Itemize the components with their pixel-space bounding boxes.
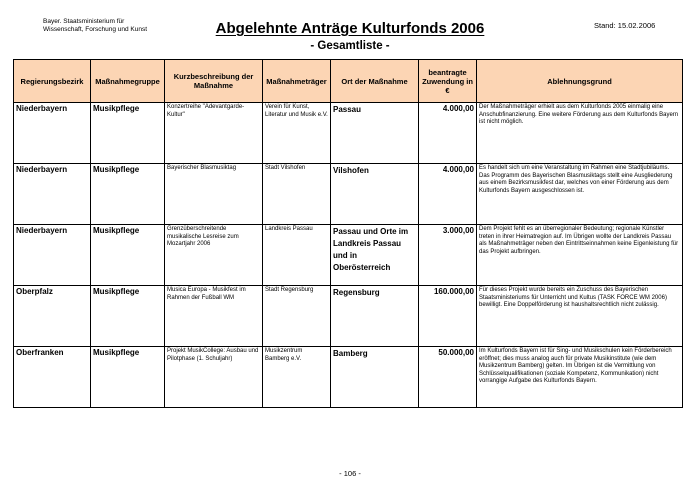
- table-row: [14, 103, 683, 164]
- cell-ort: Regensburg: [331, 286, 419, 347]
- cell-grund: Für dieses Projekt wurde bereits ein Zuschuss des Bayerischen Staatsministeriums für Unterricht und Kultus (TASK FORCE WM 2006) bewilligt. Eine Doppelförderung ist haushaltsrechtlich nicht zulässig.: [477, 286, 683, 347]
- table-row: [14, 347, 683, 408]
- cell-beschreibung: Projekt MusikCollege: Ausbau und Pilotphase (1. Schuljahr): [165, 347, 263, 408]
- cell-gruppe: Musikpflege: [91, 225, 165, 286]
- page-title: Abgelehnte Anträge Kulturfonds 2006: [215, 20, 485, 37]
- cell-ort: Vilshofen: [331, 164, 419, 225]
- cell-grund: Es handelt sich um eine Veranstaltung im Rahmen eine Stadtjubiläums. Das Programm des Bayerischen Blasmusiktags stellt eine Ausgliederung aus einem Bezirksmusikfest dar, welches von einer Förderung aus dem Kulturfonds Bayern ausgeschlossen ist.: [477, 164, 683, 225]
- cell-bezirk: Oberpfalz: [14, 286, 91, 347]
- column-header-bezirk: Regierungsbezirk: [14, 60, 91, 103]
- cell-zuwendung: 4.000,00: [419, 103, 477, 164]
- cell-grund: Der Maßnahmeträger erhielt aus dem Kulturfonds 2005 einmalig eine Anschubfinanzierung. Eine weitere Förderung aus dem Kulturfonds Bayern ist nicht möglich.: [477, 103, 683, 164]
- cell-beschreibung: Bayerischer Blasmusiktag: [165, 164, 263, 225]
- rejected-applications-table: [13, 59, 683, 408]
- column-header-ort: Ort der Maßnahme: [331, 60, 419, 103]
- cell-grund: Im Kulturfonds Bayern ist für Sing- und Musikschulen kein Förderbereich eröffnet; dies muss analog auch für private Musikinstitute (wie dem Musikzentrum Bamberg) gelten. Im Übrigen ist die Vermittlung von Schlüsselqualifikationen (soziale Kompetenz, Kommunikation) nicht vorrangige Aufgabe des Kulturfonds Bayern.: [477, 347, 683, 408]
- cell-ort: Passau: [331, 103, 419, 164]
- cell-zuwendung: 160.000,00: [419, 286, 477, 347]
- ministry-line-2: Wissenschaft, Forschung und Kunst: [43, 26, 148, 33]
- ministry-line-1: Bayer. Staatsministerium für: [43, 18, 125, 25]
- column-header-zuwendung: beantragte Zuwendung in €: [419, 60, 477, 103]
- table-row: [14, 286, 683, 347]
- cell-traeger: Stadt Regensburg: [263, 286, 331, 347]
- cell-beschreibung: Musica Europa - Musikfest im Rahmen der Fußball WM: [165, 286, 263, 347]
- cell-traeger: Landkreis Passau: [263, 225, 331, 286]
- cell-beschreibung: Grenzüberschreitende musikalische Lesreise zum Mozartjahr 2006: [165, 225, 263, 286]
- cell-ort: Bamberg: [331, 347, 419, 408]
- column-header-grund: Ablehnungsgrund: [477, 60, 683, 103]
- table-header-row: [14, 60, 683, 103]
- cell-gruppe: Musikpflege: [91, 286, 165, 347]
- cell-zuwendung: 50.000,00: [419, 347, 477, 408]
- column-header-beschreibung: Kurzbeschreibung der Maßnahme: [165, 60, 263, 103]
- cell-traeger: Musikzentrum Bamberg e.V.: [263, 347, 331, 408]
- cell-traeger: Stadt Vilshofen: [263, 164, 331, 225]
- cell-gruppe: Musikpflege: [91, 103, 165, 164]
- column-header-gruppe: Maßnahmegruppe: [91, 60, 165, 103]
- cell-ort: Passau und Orte im Landkreis Passau und in Oberösterreich: [331, 225, 419, 286]
- page-number: - 106 -: [339, 469, 361, 478]
- cell-zuwendung: 3.000,00: [419, 225, 477, 286]
- page-subtitle: - Gesamtliste -: [310, 40, 390, 52]
- cell-gruppe: Musikpflege: [91, 164, 165, 225]
- cell-gruppe: Musikpflege: [91, 347, 165, 408]
- table-row: [14, 225, 683, 286]
- cell-bezirk: Niederbayern: [14, 164, 91, 225]
- cell-bezirk: Oberfranken: [14, 347, 91, 408]
- column-header-traeger: Maßnahmeträger: [263, 60, 331, 103]
- cell-bezirk: Niederbayern: [14, 225, 91, 286]
- cell-zuwendung: 4.000,00: [419, 164, 477, 225]
- stand-date: Stand: 15.02.2006: [594, 21, 656, 30]
- cell-grund: Dem Projekt fehlt es an überregionaler Bedeutung; regionale Künstler treten in ihrer Heimatregion auf. Im Übrigen wollte der Landkreis Passau als Maßnahmeträger neben den Eintrittseinnahmen keine Eigenleistung für das Projekt aufbringen.: [477, 225, 683, 286]
- cell-traeger: Verein für Kunst, Literatur und Musik e.V.: [263, 103, 331, 164]
- cell-beschreibung: Konzertreihe "Adevantgarde-Kultur": [165, 103, 263, 164]
- cell-bezirk: Niederbayern: [14, 103, 91, 164]
- table-row: [14, 164, 683, 225]
